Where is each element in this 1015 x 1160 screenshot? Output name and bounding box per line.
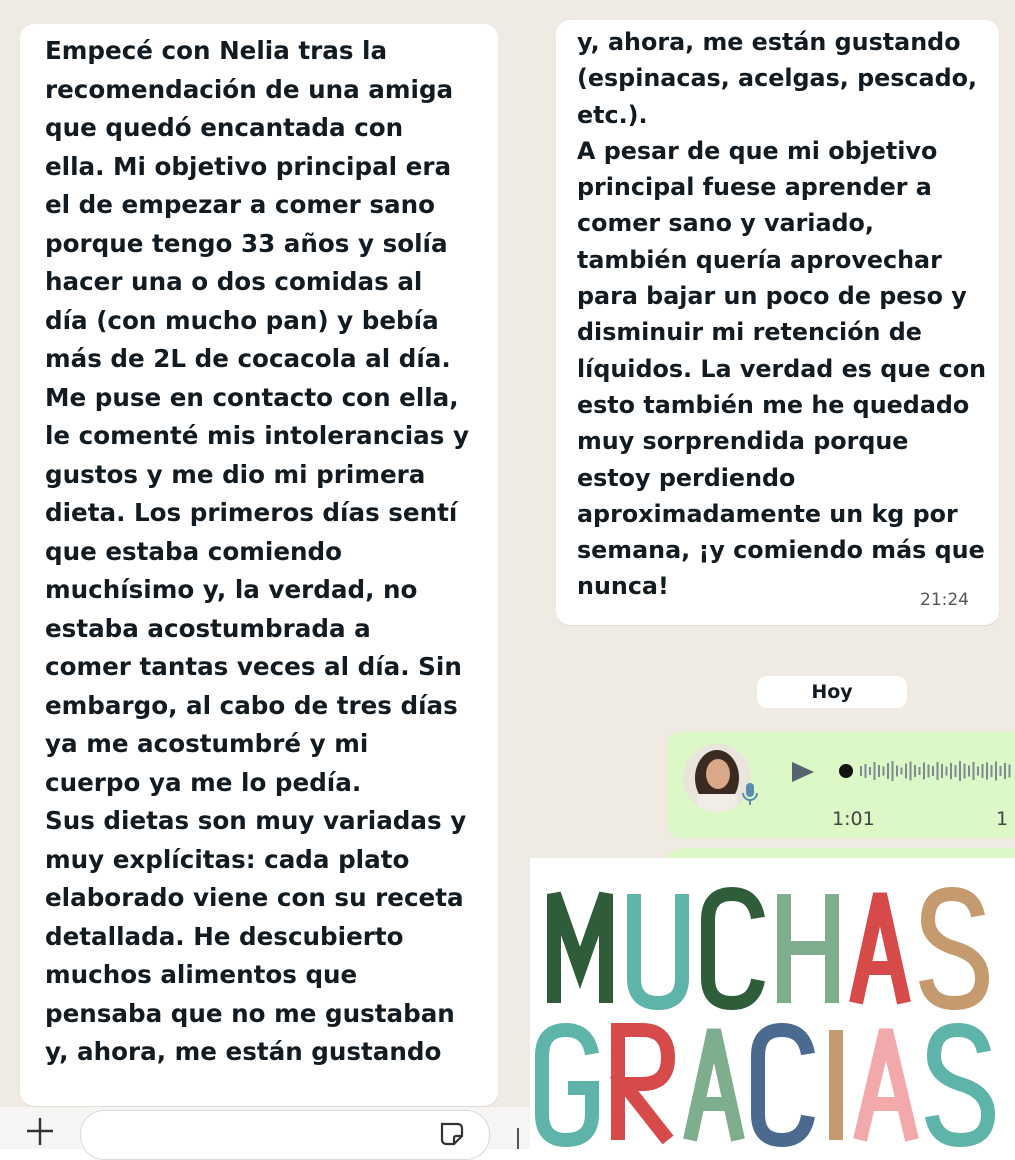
waveform-bar	[968, 766, 970, 777]
waveform-bar	[941, 764, 943, 778]
message-input[interactable]	[80, 1110, 490, 1160]
letter-c	[708, 894, 758, 1003]
waveform-bar	[887, 763, 889, 779]
waveform-bar	[928, 765, 930, 778]
waveform-bar	[995, 762, 997, 781]
waveform-bar	[883, 767, 885, 776]
sticker-icon[interactable]	[438, 1120, 466, 1148]
play-icon[interactable]	[790, 760, 816, 784]
waveform-bar	[955, 765, 957, 777]
waveform-bar	[982, 764, 984, 778]
waveform-bar	[937, 762, 939, 780]
voice-duration: 1:01	[832, 808, 875, 830]
gracias-sticker	[530, 858, 1015, 1149]
letter-u	[634, 894, 682, 1003]
message-text-right: y, ahora, me están gustando (espinacas, acelgas, pescado, etc.). A pesar de que mi objetivo principal fuese aprender a comer sano y variado, también quería aprovechar para bajar un poco de peso y disminuir mi retención de líquidos. La verdad es que con esto también me he quedado muy sorprendida porque estoy perdiendo aproximadamente un kg por semana, ¡y comiendo más que nunca!	[577, 28, 987, 601]
letter-h	[784, 894, 832, 1003]
letter-a2	[690, 1030, 738, 1140]
waveform-bar	[973, 762, 975, 780]
letter-s2	[932, 1030, 988, 1140]
letter-m	[554, 894, 606, 1003]
waveform-bar	[977, 767, 979, 776]
waveform-bar	[910, 762, 912, 781]
waveform-bar	[901, 768, 903, 775]
waveform-bar	[1000, 766, 1002, 776]
waveform-bar	[946, 767, 948, 776]
waveform-bar	[991, 765, 993, 777]
waveform-bar	[964, 764, 966, 779]
waveform-bar	[905, 764, 907, 779]
waveform-bar	[892, 761, 894, 781]
waveform-bar	[914, 765, 916, 777]
date-separator: Hoy	[757, 676, 907, 708]
waveform-bar	[1009, 765, 1011, 778]
letter-r	[618, 1030, 668, 1140]
message-text: Empecé con Nelia tras la recomendación de una amiga que quedó encantada con ella. Mi objetivo principal era el de empezar a comer sano porque tengo 33 años y solía hacer una o dos comidas al día (con mucho pan) y bebía más de 2L de cocacola al día. Me puse en contacto con ella, le comenté mis intolerancias y gustos y me dio mi primera dieta. Los primeros días sentí que estaba comiendo muchísimo y, la verdad, no estaba acostumbrada a comer tantas veces al día. Sin embargo, al cabo de tres días ya me acostumbré y mi cuerpo ya me lo pedía. Sus dietas son muy variadas y muy explícitas: cada plato elaborado viene con su receta detallada. He descubierto muchos alimentos que pensaba que no me gustaban y, ahora, me están gustando	[45, 36, 469, 1066]
letter-a3	[860, 1030, 912, 1140]
mic-icon	[741, 782, 759, 806]
waveform-bar	[959, 761, 961, 781]
waveform-scrubber	[839, 764, 853, 778]
waveform-bar	[950, 763, 952, 779]
message-timestamp: 21:24	[920, 590, 969, 610]
waveform-bar	[874, 762, 876, 780]
letter-g	[542, 1030, 592, 1140]
waveform-bar	[865, 764, 867, 778]
waveform-bar	[932, 766, 934, 776]
waveform-bar	[869, 767, 871, 775]
plus-icon[interactable]	[25, 1115, 55, 1145]
waveform-bar	[896, 766, 898, 777]
letter-c2	[758, 1030, 808, 1140]
letter-s1	[926, 894, 982, 1003]
voice-waveform[interactable]	[836, 756, 1015, 786]
text-cursor	[517, 1128, 519, 1149]
letter-a1	[856, 894, 904, 1003]
voice-status: 1	[996, 808, 1009, 830]
waveform-bar	[986, 763, 988, 780]
waveform-bar	[1004, 763, 1006, 779]
waveform-bar	[919, 767, 921, 775]
waveform-bar	[860, 766, 862, 776]
waveform-bar	[878, 765, 880, 777]
waveform-bar	[923, 763, 925, 780]
